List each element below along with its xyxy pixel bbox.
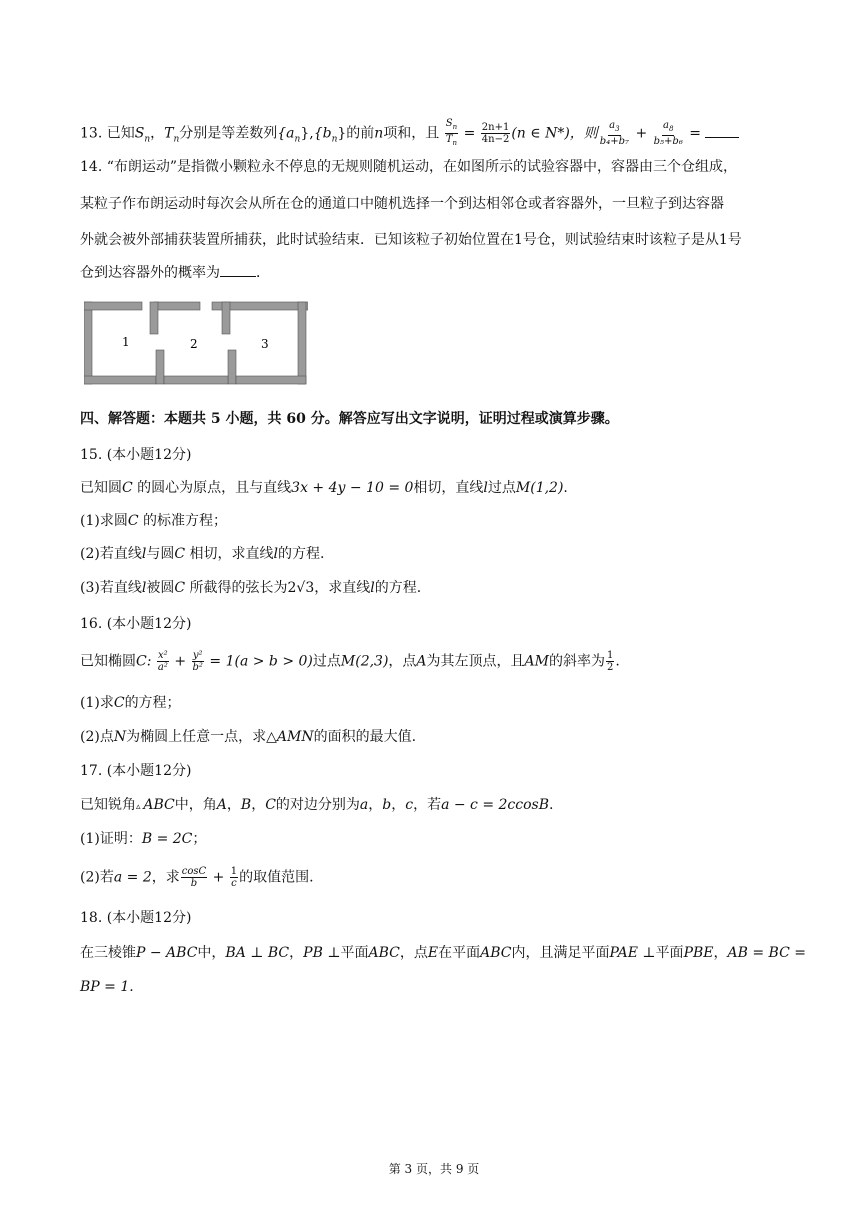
chamber-label-2: 2 [190,337,198,351]
q17-frac-cos [181,866,207,889]
bottom-wall-1 [84,376,156,384]
q15-s3: 相切，直线 [413,480,484,496]
q17-sep2: ， [251,797,266,813]
q17-end: . [549,797,554,813]
q17-p2-d: 的取值范围. [239,869,314,886]
q16-p2-d: AMN [276,729,314,745]
q17-s4: ，若 [413,797,442,813]
q17-C: C [265,797,276,813]
q18-header: 18. (本小题12分) [80,910,192,926]
q15-p2-a: (2)若直线 [80,546,142,562]
q17-p1-c: ； [192,831,207,847]
q14-line-4 [80,263,270,283]
q13-f3-den: b₄+b₇ [599,136,629,147]
bottom-stem-1 [156,350,164,384]
q18-g: 平面 [655,945,684,961]
q15-stem [80,478,568,498]
q18-ABC: ABC [368,945,400,961]
q16-s2: = 1(a > b > 0) [204,653,313,670]
q18-PBE: PBE [683,945,714,961]
q15-p1-C: C [127,513,139,529]
q16-part-2 [80,727,416,747]
q18-E: E [427,945,439,961]
q16-stem [80,650,620,673]
q17-b: b [382,797,392,813]
q16-x2: x² [158,650,168,661]
q16-A: A [416,653,427,670]
q16-part-1 [80,693,181,713]
q13-f1-num: S [445,118,453,129]
q17-part-1 [80,829,206,849]
q16-p1-b: C [113,695,125,711]
q14-line-3: 外就会被外部捕获装置所捕获，此时试验结束．已知该粒子初始位置在1号仓，则试验结束时该粒子是从1号 [80,232,742,248]
q15-s4: 过点 [487,480,516,496]
q18-PAE: PAE ⊥ [609,945,656,961]
q16-half-num: 1 [607,650,614,661]
q17-plus: + [208,869,229,886]
q16-p2-e: 的面积的最大值. [313,729,417,745]
q15-p3-a: (3)若直线 [80,580,142,596]
q18-a: 在三棱锥 [80,945,136,961]
q15-p3-e: 的方程. [374,580,422,596]
q13-f1-den-sub: n [452,139,458,147]
q16-s6: 的斜率为 [549,653,605,670]
q17-p2-b: a = 2 [113,869,152,886]
q15-p3-d: ，求直线 [314,580,371,596]
q13-cond: (n ∈ N*)，则 [511,125,598,142]
q18-d: ，点 [399,945,428,961]
q13-answer-blank[interactable] [705,125,739,138]
q15-C: C [122,480,133,496]
q13-seq-a: {a [277,125,295,142]
q18-stem-2: BP = 1. [80,979,134,995]
q15-p2-c: 相切，求直线 [185,546,274,562]
q17-c-den: c [231,878,237,889]
q16-C: C: [136,653,156,670]
q18-h: ， [713,945,728,961]
q13-seq-b-sub: n [331,134,338,145]
q17-B: B [240,797,252,813]
q13-eq: = [459,125,480,142]
q13-f1-num-sub: n [452,123,458,131]
q16-p1-c: 的方程； [124,695,181,711]
q17-cos-den: b [190,878,198,889]
q13-close-b: } [337,125,347,142]
q16-half-den: 2 [607,662,614,673]
q16-M: M(2,3) [340,653,389,670]
q15-end: . [563,480,568,496]
q15-p3-l2: l [370,580,375,596]
q17-cond: a − c = 2ccosB [441,797,550,813]
q15-p1-b: 的标准方程； [138,513,228,529]
q16-p2-a: (2)点 [80,729,114,745]
q18-comma: ， [289,945,304,961]
q15-p3-b: 被圆 [146,580,175,596]
q15-line-eq: 3x + 4y − 10 = 0 [291,480,414,496]
q18-f: 内，且满足平面 [511,945,610,961]
q16-frac-y [192,650,204,673]
q13-f4-den: b₅+b₆ [653,136,683,147]
q16-a2: a² [157,662,168,673]
q13-text-3: 的前 [346,125,375,142]
q13-end-eq: = [684,125,706,142]
top-wall-2 [154,302,200,310]
chamber-label-3: 3 [261,337,269,351]
q13-frac-s-t [445,118,458,149]
q13-f4-num-sub: 8 [668,125,674,133]
bottom-wall-3 [236,376,306,384]
q15-s2: 的圆心为原点，且与直线 [132,480,292,496]
q14-line-2: 某粒子作布朗运动时每次会从所在仓的通道口中随机选择一个到达相邻仓或者容器外，一旦粒子到达容器 [80,196,724,212]
q17-A: A [216,797,227,813]
q16-s3: 过点 [312,653,341,670]
q15-p2-l: l [141,546,147,562]
left-wall [84,302,92,384]
q13-sn-sub: n [144,134,151,145]
q13-tn: T [164,125,174,142]
q18-c: 平面 [340,945,369,961]
q13-f3-num-sub: 3 [615,125,620,133]
q15-chord: 2√3 [287,580,315,596]
q18-AB-BC: AB = BC = [727,945,806,961]
q16-s1: 已知椭圆 [80,653,136,670]
q17-part-2 [80,866,314,889]
q16-AM: AM [524,653,549,670]
q13-f1-den: T [445,134,453,145]
container-diagram [84,300,308,386]
q17-sep4: ， [391,797,406,813]
q16-p2-c: 为椭圆上任意一点，求△ [126,729,277,745]
q15-point: M(1,2) [515,480,564,496]
q15-p3-C: C [174,580,186,596]
q13-f2-num: 2n+1 [481,122,510,133]
page-footer: 第 3 页，共 9 页 [388,1162,480,1176]
q13-close-a: } [300,125,310,142]
q15-s1: 已知圆 [80,480,122,496]
q17-s2: 中，角 [174,797,217,813]
q14-line-4-end: ． [256,265,270,281]
q16-plus: + [169,653,191,670]
q13-text: 已知 [106,125,135,142]
q16-end: . [615,653,620,670]
q15-l: l [483,480,488,496]
bottom-stem-2 [228,350,236,384]
q13-frac-a3 [599,120,630,147]
q13-plus: + [631,125,652,142]
q15-part-3 [80,578,421,598]
q13-seq-a-sub: n [294,134,301,145]
q17-p1-a: (1)证明： [80,831,142,847]
q18-b: 中， [197,945,226,961]
q15-part-2 [80,544,324,564]
q17-frac-inv-c [230,866,238,889]
q15-p2-d: 的方程. [277,546,325,562]
q18-ABC-2: ABC [480,945,512,961]
q13-line: 13. 已知$S_n$，$T_n$分别是等差数列$\{a_n\},\{b_n\}$的前n项和，且 $\frac{S_n}{T_n}$ = $\frac{2n+1}{4n-2}$ (n ∈ N*)，则 $\frac{a_3}{\text{b₄+b₇}}$ + $\frac{a_8}{\text{b₅+b₆}}$ = [80,118,739,149]
top-wall-1 [84,302,142,310]
q15-p2-l2: l [273,546,278,562]
q16-p2-b: N [113,729,127,745]
q15-p1-a: (1)求圆 [80,513,128,529]
q14-answer-blank[interactable] [220,264,256,277]
q17-one: 1 [230,866,238,877]
q17-header: 17. (本小题12分) [80,763,192,779]
q18-stem-1 [80,943,806,963]
q15-p3-l: l [141,580,147,596]
q13-f4-num: a [663,120,669,131]
q16-y2: y² [192,650,203,661]
q13-comma: ， [150,125,165,142]
q16-s4: ，点 [388,653,417,670]
q16-frac-x [157,650,169,673]
chamber-label-1: 1 [122,335,130,349]
q13-frac-ratio [481,122,511,145]
q16-b2: b² [192,662,203,673]
q15-header: 15. (本小题12分) [80,447,192,463]
q17-a: a [359,797,369,813]
q17-stem [80,795,553,817]
q18-e: 在平面 [438,945,481,961]
q17-s3: 的对边分别为 [275,797,360,813]
bottom-wall-2 [164,376,228,384]
q17-p2-c: ，求 [151,869,180,886]
q18-PABC: P − ABC [136,945,198,961]
q13-tn-sub: n [173,134,180,145]
q13-f3-num: a [609,120,616,131]
q15-p3-c: 所截得的弦长为 [185,580,288,596]
q17-sep3: ， [368,797,383,813]
q13-seq-b: {b [313,125,332,142]
q15-p2-b: 与圆 [146,546,175,562]
stem-2 [222,302,230,334]
q16-frac-half [606,650,614,673]
q13-number: 13. [80,125,107,142]
q13-text-4: 项和，且 [383,125,440,142]
q13-frac-a8 [653,120,684,147]
q14-line-1: 14. “布朗运动”是指微小颗粒永不停息的无规则随机运动，在如图所示的试验容器中，容器由三个仓组成， [80,159,738,175]
q17-cos-num: cosC [181,866,207,877]
section-4-title: 四、解答题：本题共 5 小题，共 60 分。解答应写出文字说明，证明过程或演算步骤。 [80,411,619,427]
q17-tri: ▵ [136,802,144,812]
q17-ABC: ABC [143,797,175,813]
right-wall [298,302,306,384]
q16-s5: 为其左顶点，且 [426,653,525,670]
q16-header: 16. (本小题12分) [80,616,192,632]
q17-sep1: ， [226,797,241,813]
q17-c: c [405,797,414,813]
q13-sn: S [134,125,145,142]
q17-p1-b: B = 2C [141,831,193,847]
stem-1 [150,302,158,334]
q17-s1: 已知锐角 [80,797,136,813]
q13-n: n [374,125,384,142]
q15-p2-C: C [174,546,186,562]
q16-p1-a: (1)求 [80,695,114,711]
q13-f2-den: 4n−2 [481,134,510,145]
q14-line-4-text: 仓到达容器外的概率为 [80,265,220,281]
q18-PB: PB ⊥ [303,945,341,961]
q15-part-1 [80,511,227,531]
q13-text-2: 分别是等差数列 [179,125,278,142]
q18-BA-BC: BA ⊥ BC [225,945,290,961]
q17-p2-a: (2)若 [80,869,114,886]
